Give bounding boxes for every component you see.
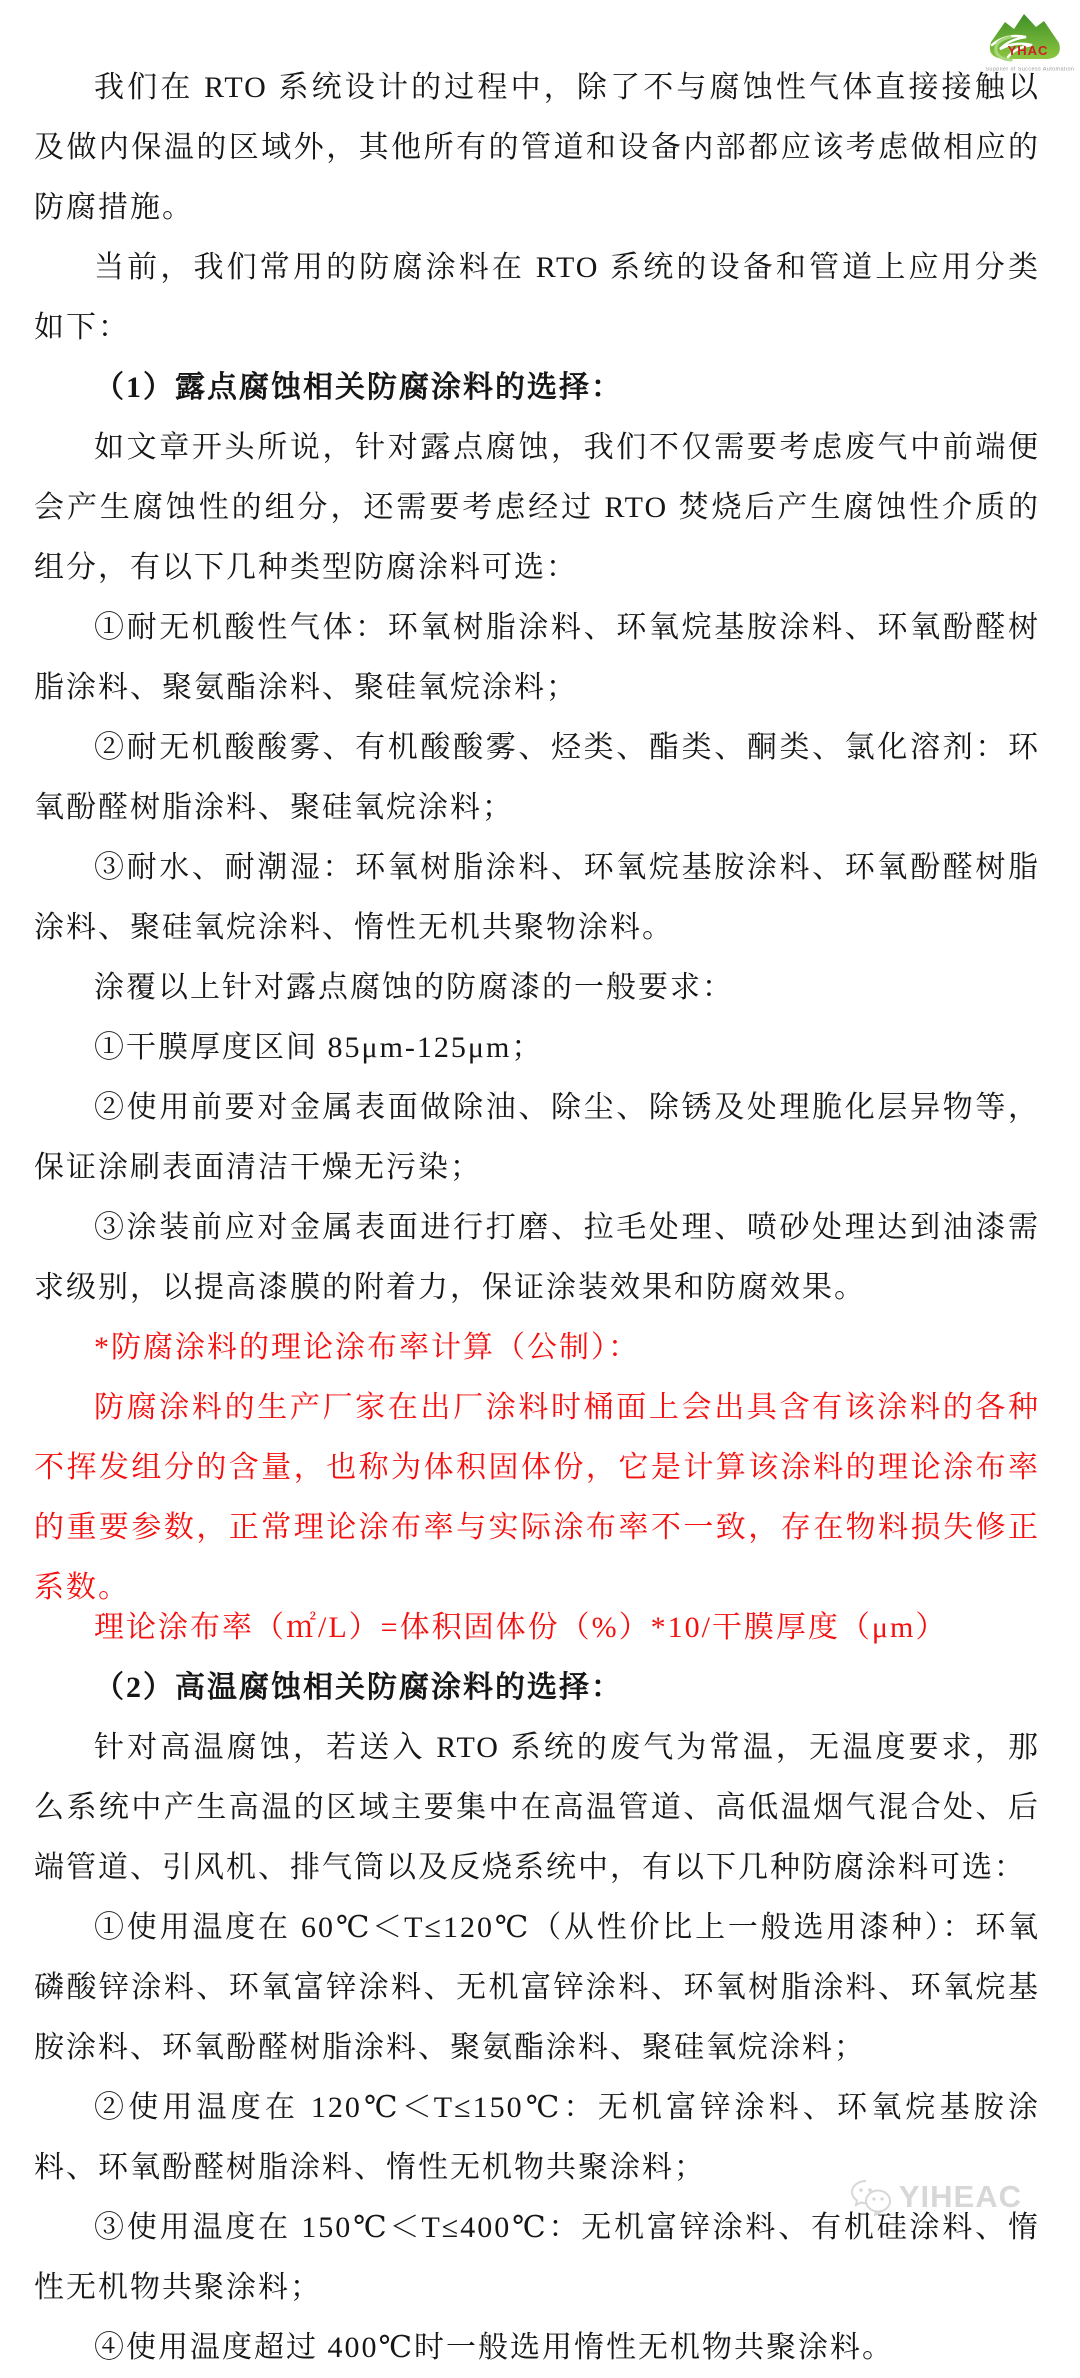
wechat-icon: [849, 2178, 893, 2216]
body-paragraph: ①耐无机酸性气体：环氧树脂涂料、环氧烷基胺涂料、环氧酚醛树脂涂料、聚氨酯涂料、聚硅氧烷涂料；: [34, 611, 1040, 704]
body-paragraph: 如文章开头所说，针对露点腐蚀，我们不仅需要考虑废气中前端便会产生腐蚀性的组分，还需要考虑经过 RTO 焚烧后产生腐蚀性介质的组分，有以下几种类型防腐涂料可选：: [34, 431, 1040, 584]
section-heading: （2）高温腐蚀相关防腐涂料的选择：: [94, 1671, 623, 1704]
logo-text: YHAC: [1007, 43, 1049, 58]
body-paragraph: ③涂装前应对金属表面进行打磨、拉毛处理、喷砂处理达到油漆需求级别，以提高漆膜的附着力，保证涂装效果和防腐效果。: [34, 1211, 1040, 1304]
wechat-watermark: [849, 2178, 1022, 2216]
watermark-text: YIHEAC: [898, 2179, 1022, 2214]
body-paragraph: ②耐无机酸酸雾、有机酸酸雾、烃类、酯类、酮类、氯化溶剂：环氧酚醛树脂涂料、聚硅氧烷涂料；: [34, 731, 1040, 824]
body-paragraph: ①干膜厚度区间 85μm-125μm；: [94, 1031, 544, 1064]
formula-line: 理论涂布率（㎡/L）=体积固体份（%）*10/干膜厚度（μm）: [94, 1611, 948, 1644]
body-paragraph: ③使用温度在 150℃＜T≤400℃：无机富锌涂料、有机硅涂料、惰性无机物共聚涂料；: [34, 2211, 1040, 2304]
section-heading: （1）露点腐蚀相关防腐涂料的选择：: [94, 371, 623, 404]
body-paragraph: ④使用温度超过 400℃时一般选用惰性无机物共聚涂料。: [94, 2331, 895, 2364]
article-body: [34, 58, 1040, 2378]
body-paragraph: ②使用温度在 120℃＜T≤150℃：无机富锌涂料、环氧烷基胺涂料、环氧酚醛树脂涂料、惰性无机物共聚涂料；: [34, 2091, 1040, 2184]
body-paragraph: 针对高温腐蚀，若送入 RTO 系统的废气为常温，无温度要求，那么系统中产生高温的区域主要集中在高温管道、高低温烟气混合处、后端管道、引风机、排气筒以及反烧系统中，有以下几种防腐涂料可选：: [34, 1731, 1040, 1884]
body-paragraph: ③耐水、耐潮湿：环氧树脂涂料、环氧烷基胺涂料、环氧酚醛树脂涂料、聚硅氧烷涂料、惰性无机共聚物涂料。: [34, 851, 1040, 944]
body-paragraph: 当前，我们常用的防腐涂料在 RTO 系统的设备和管道上应用分类如下：: [34, 251, 1040, 344]
highlight-paragraph: *防腐涂料的理论涂布率计算（公制）：: [94, 1331, 640, 1364]
logo-tagline: Supplier of Success Automation: [985, 67, 1075, 73]
body-paragraph: ②使用前要对金属表面做除油、除尘、除锈及处理脆化层异物等，保证涂刷表面清洁干燥无污染；: [34, 1091, 1040, 1184]
mountain-logo-icon: [984, 12, 1064, 62]
body-paragraph: 我们在 RTO 系统设计的过程中，除了不与腐蚀性气体直接接触以及做内保温的区域外，其他所有的管道和设备内部都应该考虑做相应的防腐措施。: [34, 71, 1040, 224]
highlight-paragraph: 防腐涂料的生产厂家在出厂涂料时桶面上会出具含有该涂料的各种不挥发组分的含量，也称为体积固体份，它是计算该涂料的理论涂布率的重要参数，正常理论涂布率与实际涂布率不一致，存在物料损失修正系数。: [34, 1391, 1040, 1604]
body-paragraph: 涂覆以上针对露点腐蚀的防腐漆的一般要求：: [94, 971, 734, 1004]
body-paragraph: ①使用温度在 60℃＜T≤120℃（从性价比上一般选用漆种）：环氧磷酸锌涂料、环氧富锌涂料、无机富锌涂料、环氧树脂涂料、环氧烷基胺涂料、环氧酚醛树脂涂料、聚氨酯涂料、聚硅氧烷涂料；: [34, 1911, 1040, 2064]
